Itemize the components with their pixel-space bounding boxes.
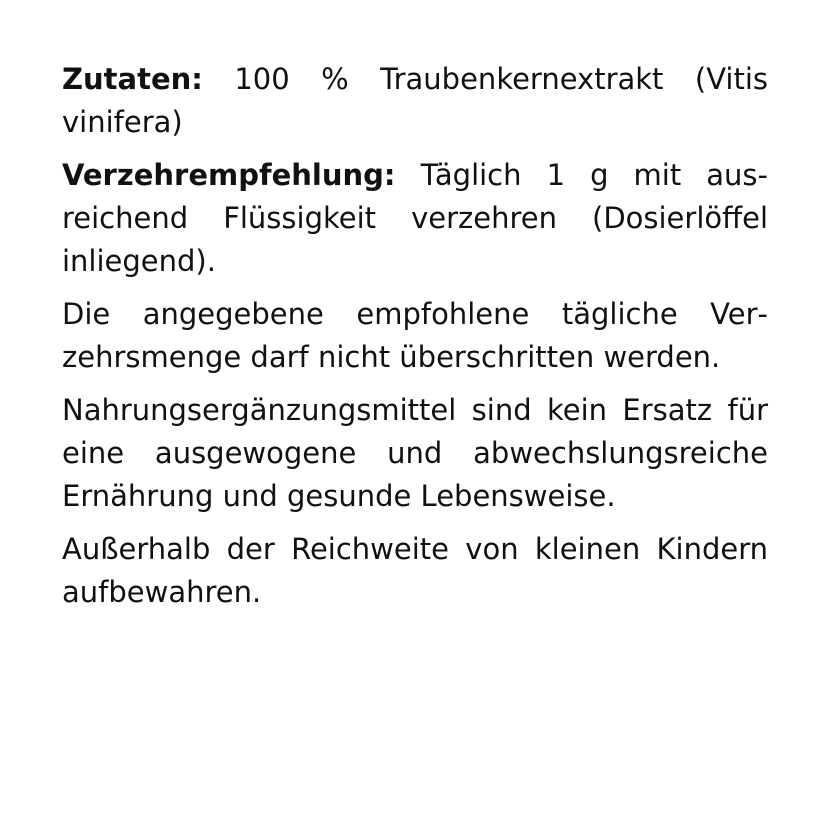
dosage-text: Täglich 1 g mit ausreichend Flüssigkeit verzehren (Dosierlöffel inliegend). [62, 158, 768, 278]
dosage-label: Verzehrempfehlung: [62, 158, 396, 192]
warning-keep-away-children: Außerhalb der Reichweite von kleinen Kindern aufbewahren. [62, 532, 768, 609]
ingredients-paragraph [62, 58, 768, 144]
product-info-text [62, 58, 768, 614]
warning-max-dose: Die angegebene empfohlene tägliche Verzehrsmenge darf nicht überschritten werden. [62, 297, 768, 374]
ingredients-text: 100 % Traubenkernextrakt (Vitis vinifera) [62, 62, 768, 139]
ingredients-label: Zutaten: [62, 62, 203, 96]
dosage-paragraph [62, 154, 768, 283]
warning-supplement-not-substitute: Nahrungsergänzungsmittel sind kein Ersatz für eine ausgewogene und abwechslungsreiche Ernährung und gesunde Lebensweise. [62, 393, 768, 513]
